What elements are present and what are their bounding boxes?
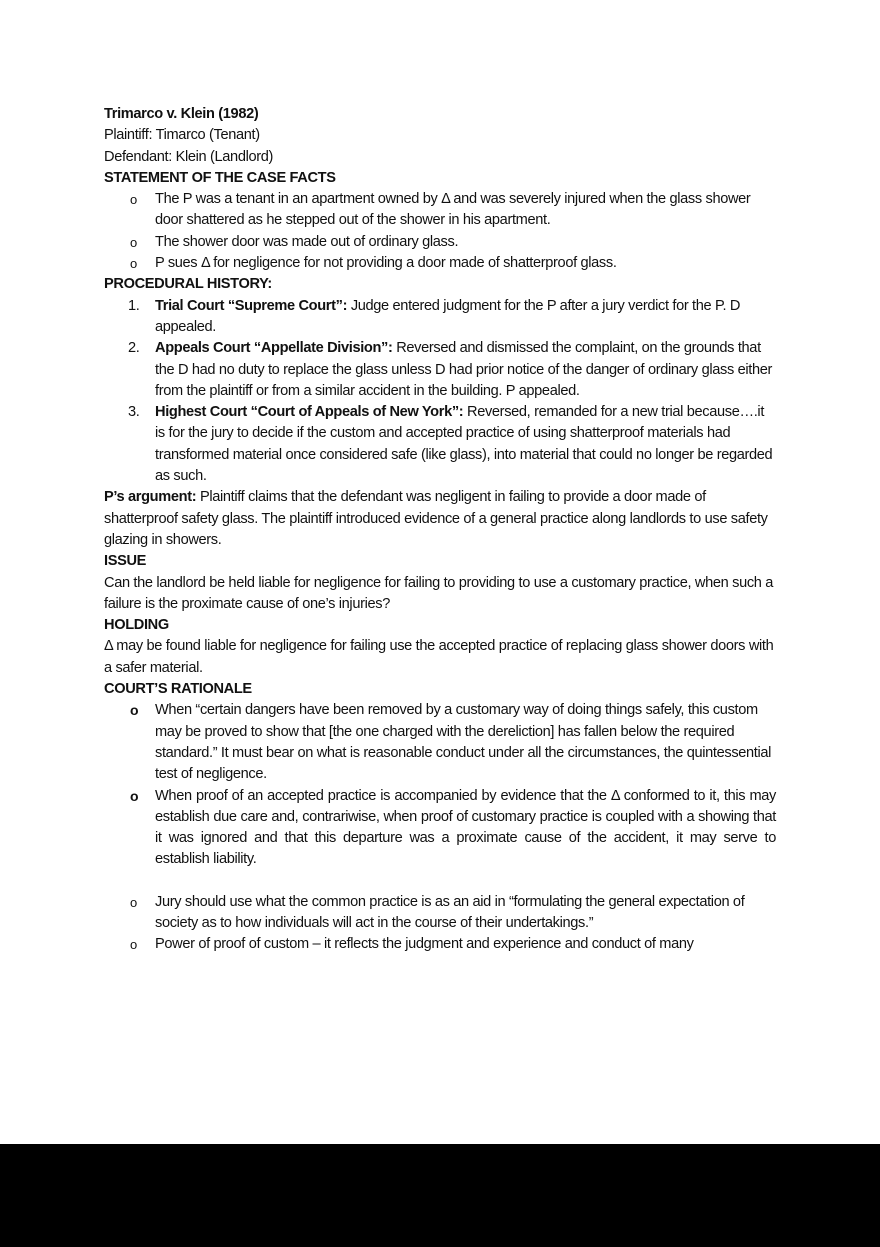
issue-heading: ISSUE (104, 553, 147, 570)
bullet-icon: o (130, 256, 137, 272)
list-number: 2. (128, 340, 140, 357)
bullet-icon: o (130, 192, 137, 208)
procedural-history-heading: PROCEDURAL HISTORY: (104, 276, 272, 293)
bullet-icon: o (130, 937, 137, 953)
court-text: Reversed and dismissed the complaint, on the grounds that the D had no duty to replace the glass unless D had prior notice of the danger of ordinary glass either from the plaintiff or from a similar accident in the building. P appealed. (155, 340, 773, 399)
list-item (104, 296, 776, 339)
court-label: Trial Court “Supreme Court”: (155, 297, 348, 314)
court-text: Reversed, remanded for a new trial because….it is for the jury to decide if the custom and accepted practice of using shatterproof materials had transformed material once considered safe (like glass), into material that could no longer be regarded as such. (155, 404, 773, 485)
rationale-list-continued (104, 892, 776, 956)
issue-text: Can the landlord be held liable for negligence for failing to providing to use a customary practice, when such a failure is the proximate cause of one’s injuries? (104, 574, 774, 612)
court-label: Appeals Court “Appellate Division”: (155, 340, 393, 357)
list-item (104, 232, 776, 253)
plaintiff-line: Plaintiff: Timarco (Tenant) (104, 127, 260, 144)
facts-heading: STATEMENT OF THE CASE FACTS (104, 169, 336, 186)
list-item (104, 253, 776, 274)
court-label: Highest Court “Court of Appeals of New York”: (155, 404, 464, 421)
argument-paragraph (104, 487, 776, 551)
bullet-icon: o (130, 787, 139, 804)
fact-text: The P was a tenant in an apartment owned by Δ and was severely injured when the glass shower door shattered as he stepped out of the shower in his apartment. (155, 191, 751, 229)
facts-list (104, 189, 776, 274)
list-number: 3. (128, 404, 140, 421)
bullet-icon: o (130, 894, 137, 910)
bullet-icon: o (130, 702, 139, 719)
case-title: Trimarco v. Klein (1982) (104, 106, 259, 122)
list-item (104, 700, 776, 785)
document-content (104, 104, 776, 956)
rationale-text: When “certain dangers have been removed by a customary way of doing things safely, this custom may be proved to show that [the one charged with the dereliction] has fallen below the required standard.” It must bear on what is reasonable conduct under all the circumstances, the quintessential test of negligence. (155, 702, 772, 783)
rationale-text: Power of proof of custom – it reflects the judgment and experience and conduct of many (155, 936, 694, 953)
fact-text: The shower door was made out of ordinary glass. (155, 233, 459, 250)
fact-text: P sues Δ for negligence for not providing a door made of shatterproof glass. (155, 255, 617, 272)
rationale-heading: COURT’S RATIONALE (104, 681, 252, 698)
procedural-history-list (104, 296, 776, 488)
list-item (104, 402, 776, 487)
bullet-icon: o (130, 234, 137, 250)
holding-heading: HOLDING (104, 617, 169, 634)
list-number: 1. (128, 297, 140, 314)
bottom-black-bar (0, 1144, 880, 1247)
argument-label: P’s argument: (104, 489, 197, 506)
list-item (104, 786, 776, 871)
defendant-line: Defendant: Klein (Landlord) (104, 148, 274, 165)
list-item (104, 338, 776, 402)
list-item (104, 934, 776, 955)
rationale-list (104, 700, 776, 870)
holding-text: Δ may be found liable for negligence for failing use the accepted practice of replacing glass shower doors with a safer material. (104, 638, 774, 676)
rationale-text: Jury should use what the common practice is as an aid in “formulating the general expectation of society as to how individuals will act in the course of their undertakings.” (155, 893, 745, 931)
rationale-text: When proof of an accepted practice is accompanied by evidence that the Δ conformed to it, this may establish due care and, contrariwise, when proof of customary practice is coupled with a showing that it was ignored and that this departure was a proximate cause of the accident, it may serve to establish liability. (155, 787, 776, 868)
blank-line (104, 871, 776, 892)
list-item (104, 189, 776, 232)
court-text: Judge entered judgment for the P after a jury verdict for the P. D appealed. (155, 297, 741, 335)
argument-text: Plaintiff claims that the defendant was negligent in failing to provide a door made of shatterproof safety glass. The plaintiff introduced evidence of a general practice along landlords to use safety glazing in showers. (104, 489, 768, 548)
list-item (104, 892, 776, 935)
